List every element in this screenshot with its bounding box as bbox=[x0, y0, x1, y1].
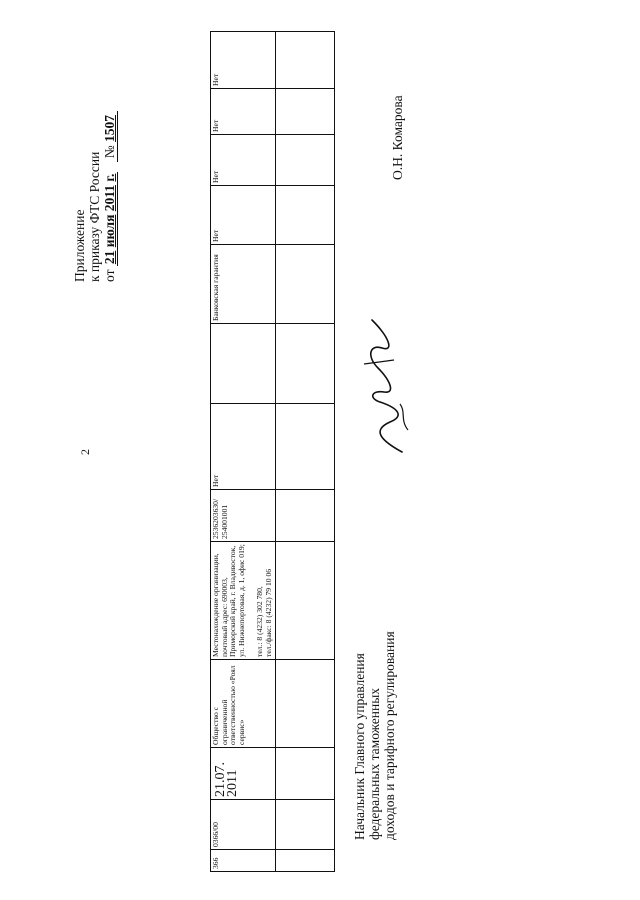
blank-cell bbox=[275, 186, 334, 245]
blank-cell bbox=[275, 850, 334, 872]
handwritten-signature bbox=[350, 310, 420, 460]
appendix-date-line bbox=[102, 111, 118, 282]
blank-cell bbox=[275, 324, 334, 404]
order-number: 1507 bbox=[102, 114, 117, 142]
from-label: от bbox=[102, 269, 117, 282]
blank-cell bbox=[275, 32, 334, 89]
organization-name: Общество с ограниченной ответственностью «Роял сервис» bbox=[211, 660, 276, 748]
organization-address bbox=[211, 542, 276, 660]
blank-cell bbox=[275, 660, 334, 748]
cell-empty bbox=[211, 324, 276, 404]
blank-cell bbox=[275, 89, 334, 135]
signatory-title-line-1: Начальник Главного управления bbox=[352, 653, 367, 840]
appendix-order-ref: к приказу ФТС России bbox=[87, 151, 102, 282]
date-line-1: 21.07. bbox=[213, 762, 228, 797]
registry-date bbox=[211, 748, 276, 800]
inn-kpp: 2536203630/ 254001001 bbox=[211, 490, 276, 542]
table-row bbox=[211, 32, 276, 872]
registry-table bbox=[210, 31, 335, 872]
fax-text: тел./факс: 8 (4232) 79 10 06 bbox=[263, 568, 273, 657]
address-text: Местонахождение организации, почтовый адрес: 690003, Приморский край, г. Владивосток, ул. Нижнепортовая, д. 1, офис 019; bbox=[211, 544, 246, 657]
blank-cell bbox=[275, 490, 334, 542]
appendix-header bbox=[72, 111, 118, 282]
order-date bbox=[102, 172, 118, 267]
row-number: 366 bbox=[211, 850, 276, 872]
number-label: № bbox=[102, 145, 117, 159]
page-number: 2 bbox=[78, 449, 92, 455]
blank-cell bbox=[275, 135, 334, 186]
signatory-name: О.Н. Комарова bbox=[390, 95, 405, 180]
cell-net-1: Нет bbox=[211, 404, 276, 490]
order-day: 21 bbox=[102, 250, 117, 265]
phone-text: тел.: 8 (4232) 302 780, bbox=[255, 586, 265, 657]
appendix-title: Приложение bbox=[72, 209, 87, 282]
blank-cell bbox=[275, 542, 334, 660]
registry-code: 0366/00 bbox=[211, 800, 276, 850]
blank-cell bbox=[275, 800, 334, 850]
guarantee-type: Банковская гарантия bbox=[211, 245, 276, 324]
signatory-title-line-3: доходов и тарифного регулирования bbox=[382, 631, 397, 840]
blank-cell bbox=[275, 245, 334, 324]
cell-net-3: Нет bbox=[211, 135, 276, 186]
order-number-block bbox=[102, 111, 118, 162]
signatory-title-line-2: федеральных таможенных bbox=[367, 687, 382, 840]
table-row-blank bbox=[275, 32, 334, 872]
cell-net-2: Нет bbox=[211, 186, 276, 245]
order-year: 2011 bbox=[102, 184, 117, 212]
blank-cell bbox=[275, 404, 334, 490]
date-line-2: 2011 bbox=[225, 769, 240, 797]
cell-net-5: Нет bbox=[211, 32, 276, 89]
order-year-suffix: г. bbox=[102, 173, 117, 182]
signatory-title bbox=[352, 631, 397, 840]
order-month: июля bbox=[102, 214, 117, 248]
cell-net-4: Нет bbox=[211, 89, 276, 135]
blank-cell bbox=[275, 748, 334, 800]
